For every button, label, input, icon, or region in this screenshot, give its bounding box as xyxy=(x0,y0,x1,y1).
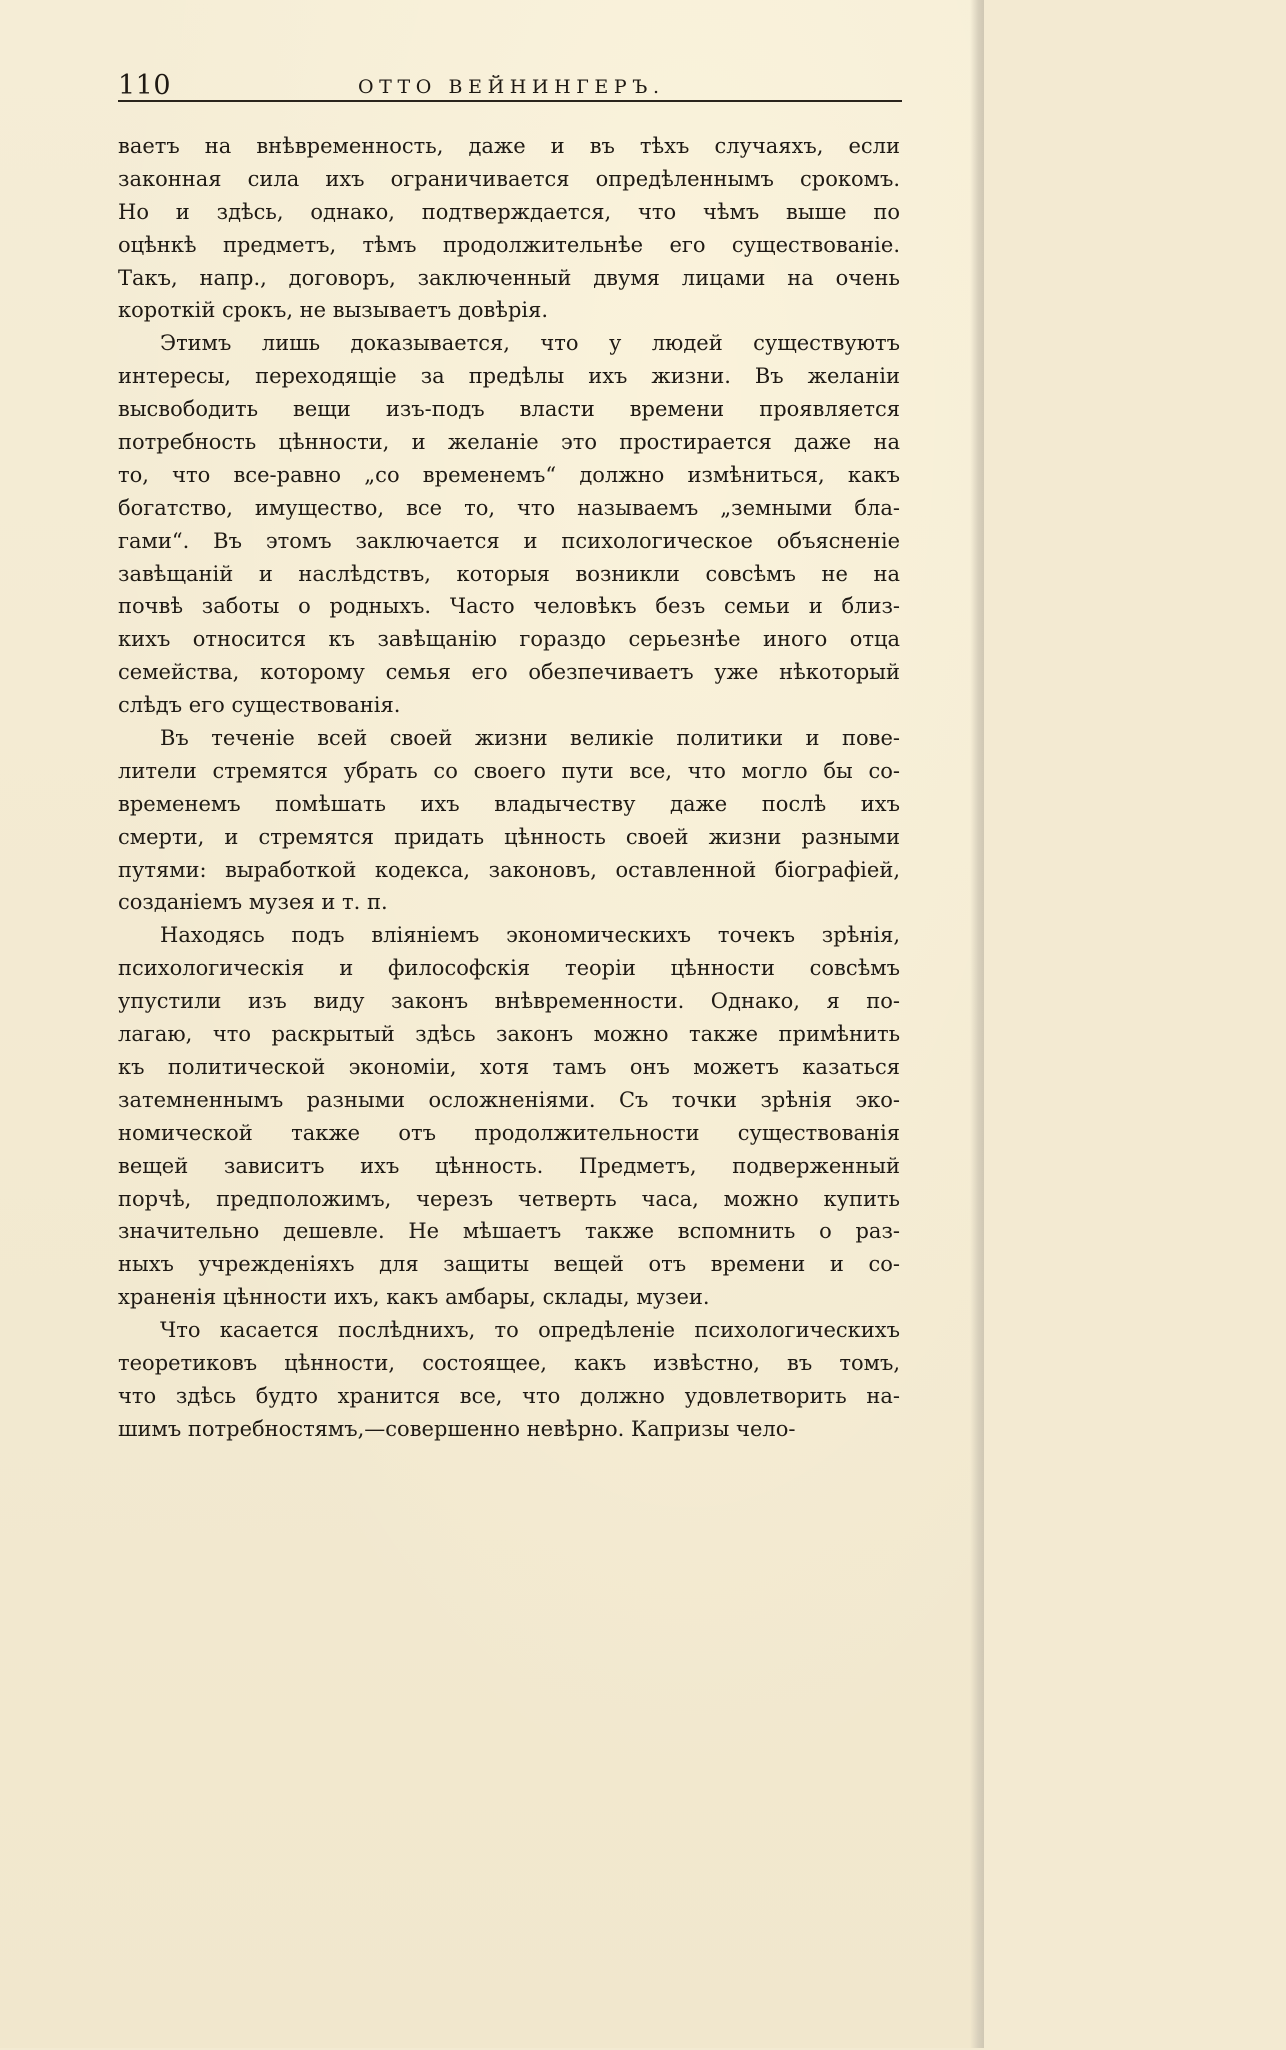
text-line: ваетъ на внѣвременность, даже и въ тѣхъ случаяхъ, если xyxy=(118,134,900,158)
text-line: временемъ помѣшать ихъ владычеству даже послѣ ихъ xyxy=(118,791,900,816)
text-line: интересы, переходящіе за предѣлы ихъ жизни. Въ желаніи xyxy=(118,364,900,389)
text-line: оцѣнкѣ предметъ, тѣмъ продолжительнѣе его существованіе. xyxy=(118,232,900,257)
text-line: семейства, которому семья его обезпечиваетъ уже нѣкоторый xyxy=(118,660,900,685)
text-line: къ политической экономіи, хотя тамъ онъ можетъ казаться xyxy=(118,1054,900,1079)
paragraph xyxy=(118,1314,900,1446)
text-line: Находясь подъ вліяніемъ экономическихъ точекъ зрѣнія, xyxy=(160,923,900,948)
text-line: теоретиковъ цѣнности, состоящее, какъ извѣстно, въ томъ, xyxy=(118,1350,900,1375)
text-line: что здѣсь будто хранится все, что должно удовлетворить на- xyxy=(118,1383,900,1408)
text-line: гами“. Въ этомъ заключается и психологическое объясненіе xyxy=(118,528,900,553)
text-line: Что касается послѣднихъ, то опредѣленіе психологическихъ xyxy=(160,1318,900,1343)
text-line: лители стремятся убрать со своего пути все, что могло бы со- xyxy=(118,758,900,783)
text-line: упустили изъ виду законъ внѣвременности. Однако, я по- xyxy=(118,989,900,1014)
text-line: Но и здѣсь, однако, подтверждается, что чѣмъ выше по xyxy=(118,199,900,224)
text-line: Въ теченіе всей своей жизни великіе политики и пове- xyxy=(160,726,900,751)
text-line: вещей зависитъ ихъ цѣнность. Предметъ, подверженный xyxy=(118,1153,900,1178)
running-title: ОТТО ВЕЙНИНГЕРЪ. xyxy=(358,76,665,98)
text-line: Такъ, напр., договоръ, заключенный двумя лицами на очень xyxy=(118,265,900,290)
text-line: законная сила ихъ ограничивается опредѣленнымъ срокомъ. xyxy=(118,166,900,191)
text-line: храненія цѣнности ихъ, какъ амбары, склады, музеи. xyxy=(118,1285,710,1310)
text-line: путями: выработкой кодекса, законовъ, оставленной біографіей, xyxy=(118,857,900,882)
text-line: шимъ потребностямъ,—совершенно невѣрно. Капризы чело- xyxy=(118,1416,796,1441)
text-line: лагаю, что раскрытый здѣсь законъ можно также примѣнить xyxy=(118,1022,900,1047)
text-line: потребность цѣнности, и желаніе это простирается даже на xyxy=(118,430,900,455)
text-line: слѣдъ его существованія. xyxy=(118,693,401,718)
text-line: психологическія и философскія теоріи цѣнности совсѣмъ xyxy=(118,956,900,981)
header-rule xyxy=(118,100,902,102)
page-number: 110 xyxy=(118,70,172,101)
paragraph xyxy=(118,722,900,919)
text-line: завѣщаній и наслѣдствъ, которыя возникли совсѣмъ не на xyxy=(118,561,900,586)
text-line: короткій срокъ, не вызываетъ довѣрія. xyxy=(118,298,549,323)
text-line: богатство, имущество, все то, что называемъ „земными бла- xyxy=(118,495,900,520)
text-line: почвѣ заботы о родныхъ. Часто человѣкъ безъ семьи и близ- xyxy=(118,594,900,619)
body-text xyxy=(118,130,900,1446)
paragraph xyxy=(118,327,900,722)
text-line: высвободить вещи изъ-подъ власти времени проявляется xyxy=(118,397,900,422)
paragraph xyxy=(118,130,900,327)
text-line: то, что все-равно „со временемъ“ должно измѣниться, какъ xyxy=(118,462,900,487)
text-line: затемненнымъ разными осложненіями. Съ точки зрѣнія эко- xyxy=(118,1087,900,1112)
page-edge xyxy=(970,0,984,2048)
text-line: Этимъ лишь доказывается, что у людей существуютъ xyxy=(160,331,900,356)
paragraph xyxy=(118,919,900,1314)
text-line: порчѣ, предположимъ, черезъ четверть часа, можно купить xyxy=(118,1186,900,1211)
text-line: номической также отъ продолжительности существованія xyxy=(118,1120,900,1145)
text-line: кихъ относится къ завѣщанію гораздо серьезнѣе иного отца xyxy=(118,627,900,652)
text-line: созданіемъ музея и т. п. xyxy=(118,890,388,915)
text-line: ныхъ учрежденіяхъ для защиты вещей отъ времени и со- xyxy=(118,1252,900,1277)
text-line: смерти, и стремятся придать цѣнность своей жизни разными xyxy=(118,824,900,849)
text-line: значительно дешевле. Не мѣшаетъ также вспомнить о раз- xyxy=(118,1219,900,1244)
